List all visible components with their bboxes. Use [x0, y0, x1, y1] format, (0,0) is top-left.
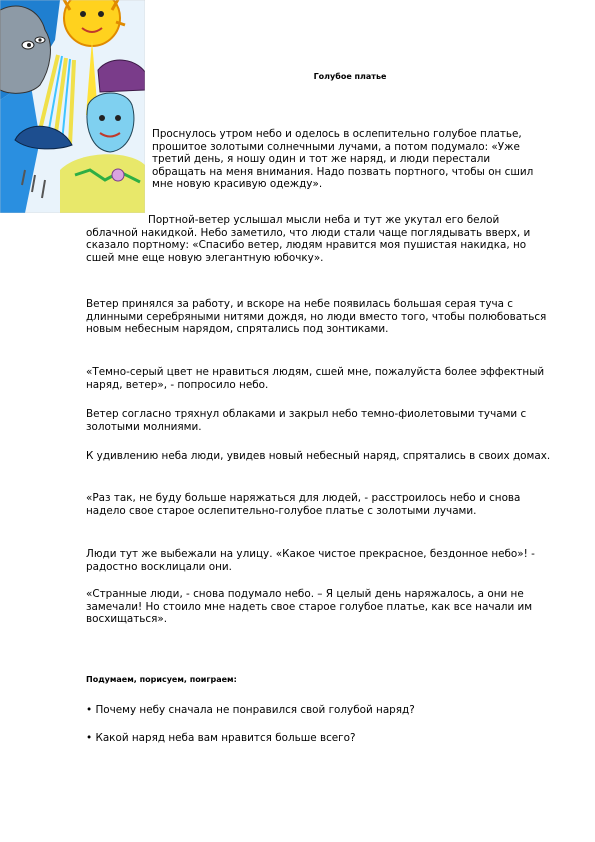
question-2: • Какой наряд неба вам нравится больше всего?	[86, 732, 551, 745]
paragraph-4: «Темно-серый цвет не нравиться людям, сшей мне, пожалуйста более эффектный наряд, ветер», - попросило небо.	[86, 366, 545, 391]
page-title: Голубое платье	[313, 72, 387, 81]
questions-heading: Подумаем, порисуем, поиграем:	[86, 675, 237, 684]
story-illustration	[0, 0, 145, 213]
paragraph-9: «Странные люди, - снова подумало небо. – Я целый день наряжалось, а они не замечали! Но стоило мне надеть свое старое голубое платье, как все начали им восхищаться».	[86, 588, 533, 625]
paragraph-1: Проснулось утром небо и оделось в ослепительно голубое платье, прошитое золотыми солнечными лучами, а потом подумало: «Уже третий день, я ношу один и тот же наряд, и люди перестали обращать на меня внимания. Надо позвать портного, чтобы он сшил мне новую красивую одежду».	[152, 128, 534, 190]
question-1: • Почему небу сначала не понравился свой голубой наряд?	[86, 704, 551, 717]
paragraph-8: Люди тут же выбежали на улицу. «Какое чистое прекрасное, бездонное небо»! - радостно восклицали они.	[86, 548, 535, 573]
paragraph-5: Ветер согласно тряхнул облаками и закрыл небо темно-фиолетовыми тучами с золотыми молниями.	[86, 408, 527, 433]
paragraph-6: К удивлению неба люди, увидев новый небесный наряд, спрятались в своих домах.	[86, 450, 551, 462]
paragraph-7: «Раз так, не буду больше наряжаться для людей, - расстроилось небо и снова надело свое старое ослепительно-голубое платье с золотыми лучами.	[86, 492, 521, 517]
paragraph-2: Портной-ветер услышал мысли неба и тут же укутал его белой облачной накидкой. Небо заметило, что люди стали чаще поглядывать вверх, и сказало портному: «Спасибо ветер, людям нравится моя пушистая накидка, но сшей мне еще новую элегантную юбочку».	[86, 214, 531, 264]
paragraph-3: Ветер принялся за работу, и вскоре на небе появилась большая серая туча с длинными серебряными нитями дождя, но люди вместо того, чтобы полюбоваться новым небесным нарядом, спрятались под зонтиками.	[86, 298, 547, 335]
